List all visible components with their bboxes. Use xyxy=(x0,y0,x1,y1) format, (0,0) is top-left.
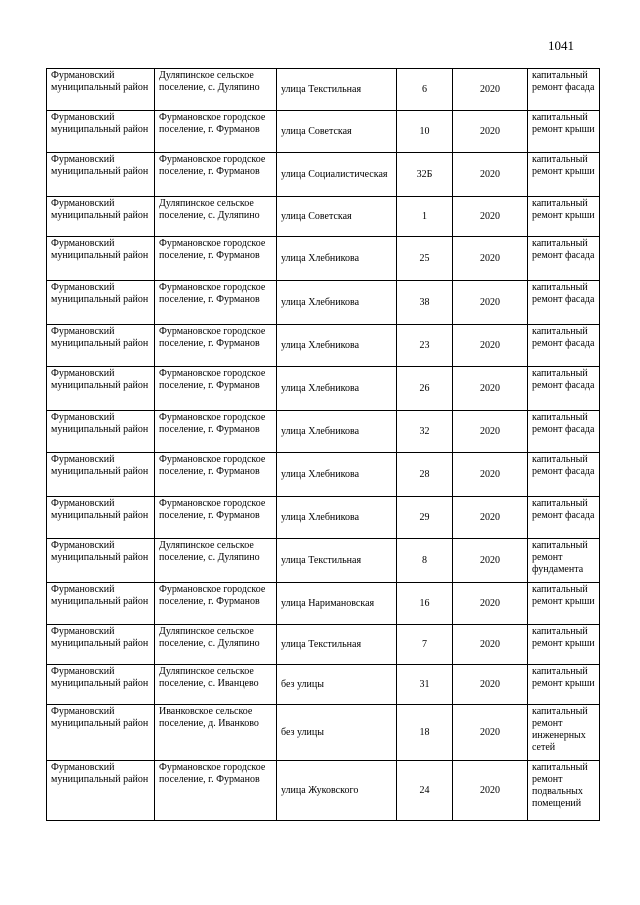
street-cell: улица Советская xyxy=(277,111,397,153)
repair-registry-table xyxy=(46,68,600,821)
settlement-cell: Дуляпинское сельское поселение, с. Дуляпино xyxy=(155,197,277,237)
year-cell: 2020 xyxy=(453,625,528,665)
street-cell: улица Хлебникова xyxy=(277,325,397,367)
house-number-cell: 23 xyxy=(397,325,453,367)
work-type-cell: капитальный ремонт крыши xyxy=(528,197,600,237)
house-number-cell: 24 xyxy=(397,761,453,821)
settlement-cell: Фурмановское городское поселение, г. Фурманов xyxy=(155,367,277,411)
house-number-cell: 7 xyxy=(397,625,453,665)
year-cell: 2020 xyxy=(453,665,528,705)
street-cell: улица Хлебникова xyxy=(277,453,397,497)
settlement-cell: Дуляпинское сельское поселение, с. Дуляпино xyxy=(155,625,277,665)
district-cell: Фурмановский муниципальный район xyxy=(47,453,155,497)
district-cell: Фурмановский муниципальный район xyxy=(47,325,155,367)
year-cell: 2020 xyxy=(453,325,528,367)
table-row xyxy=(47,111,600,153)
street-cell: улица Наримановская xyxy=(277,583,397,625)
work-type-cell: капитальный ремонт фундамента xyxy=(528,539,600,583)
district-cell: Фурмановский муниципальный район xyxy=(47,761,155,821)
street-cell: улица Текстильная xyxy=(277,625,397,665)
district-cell: Фурмановский муниципальный район xyxy=(47,153,155,197)
settlement-cell: Иванковское сельское поселение, д. Иванково xyxy=(155,705,277,761)
district-cell: Фурмановский муниципальный район xyxy=(47,539,155,583)
house-number-cell: 6 xyxy=(397,69,453,111)
work-type-cell: капитальный ремонт фасада xyxy=(528,453,600,497)
district-cell: Фурмановский муниципальный район xyxy=(47,705,155,761)
settlement-cell: Дуляпинское сельское поселение, с. Иванцево xyxy=(155,665,277,705)
street-cell: улица Хлебникова xyxy=(277,237,397,281)
work-type-cell: капитальный ремонт подвальных помещений xyxy=(528,761,600,821)
settlement-cell: Фурмановское городское поселение, г. Фурманов xyxy=(155,111,277,153)
page-number: 1041 xyxy=(548,38,574,53)
street-cell: улица Социалистическая xyxy=(277,153,397,197)
year-cell: 2020 xyxy=(453,281,528,325)
year-cell: 2020 xyxy=(453,539,528,583)
table-row xyxy=(47,411,600,453)
year-cell: 2020 xyxy=(453,705,528,761)
district-cell: Фурмановский муниципальный район xyxy=(47,69,155,111)
table-row xyxy=(47,761,600,821)
table-row xyxy=(47,705,600,761)
work-type-cell: капитальный ремонт инженерных сетей xyxy=(528,705,600,761)
work-type-cell: капитальный ремонт крыши xyxy=(528,111,600,153)
district-cell: Фурмановский муниципальный район xyxy=(47,237,155,281)
year-cell: 2020 xyxy=(453,111,528,153)
table-row xyxy=(47,367,600,411)
settlement-cell: Фурмановское городское поселение, г. Фурманов xyxy=(155,761,277,821)
street-cell: улица Текстильная xyxy=(277,69,397,111)
district-cell: Фурмановский муниципальный район xyxy=(47,625,155,665)
settlement-cell: Фурмановское городское поселение, г. Фурманов xyxy=(155,325,277,367)
year-cell: 2020 xyxy=(453,197,528,237)
table-row xyxy=(47,281,600,325)
table-row xyxy=(47,583,600,625)
work-type-cell: капитальный ремонт крыши xyxy=(528,625,600,665)
work-type-cell: капитальный ремонт крыши xyxy=(528,665,600,705)
table-row xyxy=(47,69,600,111)
table-row xyxy=(47,325,600,367)
house-number-cell: 10 xyxy=(397,111,453,153)
table-row xyxy=(47,153,600,197)
house-number-cell: 25 xyxy=(397,237,453,281)
house-number-cell: 29 xyxy=(397,497,453,539)
year-cell: 2020 xyxy=(453,453,528,497)
district-cell: Фурмановский муниципальный район xyxy=(47,111,155,153)
year-cell: 2020 xyxy=(453,367,528,411)
work-type-cell: капитальный ремонт фасада xyxy=(528,281,600,325)
house-number-cell: 1 xyxy=(397,197,453,237)
district-cell: Фурмановский муниципальный район xyxy=(47,583,155,625)
year-cell: 2020 xyxy=(453,153,528,197)
street-cell: улица Хлебникова xyxy=(277,367,397,411)
house-number-cell: 32Б xyxy=(397,153,453,197)
house-number-cell: 18 xyxy=(397,705,453,761)
street-cell: улица Хлебникова xyxy=(277,411,397,453)
district-cell: Фурмановский муниципальный район xyxy=(47,197,155,237)
work-type-cell: капитальный ремонт фасада xyxy=(528,237,600,281)
house-number-cell: 16 xyxy=(397,583,453,625)
house-number-cell: 38 xyxy=(397,281,453,325)
district-cell: Фурмановский муниципальный район xyxy=(47,665,155,705)
table-row xyxy=(47,625,600,665)
street-cell: без улицы xyxy=(277,705,397,761)
table-row xyxy=(47,453,600,497)
street-cell: без улицы xyxy=(277,665,397,705)
street-cell: улица Хлебникова xyxy=(277,497,397,539)
district-cell: Фурмановский муниципальный район xyxy=(47,411,155,453)
house-number-cell: 31 xyxy=(397,665,453,705)
house-number-cell: 28 xyxy=(397,453,453,497)
street-cell: улица Хлебникова xyxy=(277,281,397,325)
house-number-cell: 26 xyxy=(397,367,453,411)
work-type-cell: капитальный ремонт фасада xyxy=(528,497,600,539)
year-cell: 2020 xyxy=(453,411,528,453)
district-cell: Фурмановский муниципальный район xyxy=(47,497,155,539)
street-cell: улица Жуковского xyxy=(277,761,397,821)
table-row xyxy=(47,497,600,539)
street-cell: улица Советская xyxy=(277,197,397,237)
work-type-cell: капитальный ремонт фасада xyxy=(528,69,600,111)
year-cell: 2020 xyxy=(453,237,528,281)
settlement-cell: Фурмановское городское поселение, г. Фурманов xyxy=(155,237,277,281)
work-type-cell: капитальный ремонт крыши xyxy=(528,583,600,625)
work-type-cell: капитальный ремонт крыши xyxy=(528,153,600,197)
table-row xyxy=(47,539,600,583)
year-cell: 2020 xyxy=(453,69,528,111)
table-row xyxy=(47,665,600,705)
work-type-cell: капитальный ремонт фасада xyxy=(528,411,600,453)
work-type-cell: капитальный ремонт фасада xyxy=(528,367,600,411)
settlement-cell: Фурмановское городское поселение, г. Фурманов xyxy=(155,453,277,497)
settlement-cell: Фурмановское городское поселение, г. Фурманов xyxy=(155,281,277,325)
table-body xyxy=(47,69,600,821)
settlement-cell: Дуляпинское сельское поселение, с. Дуляпино xyxy=(155,539,277,583)
settlement-cell: Фурмановское городское поселение, г. Фурманов xyxy=(155,411,277,453)
work-type-cell: капитальный ремонт фасада xyxy=(528,325,600,367)
street-cell: улица Текстильная xyxy=(277,539,397,583)
settlement-cell: Фурмановское городское поселение, г. Фурманов xyxy=(155,153,277,197)
year-cell: 2020 xyxy=(453,583,528,625)
table-row xyxy=(47,237,600,281)
settlement-cell: Дуляпинское сельское поселение, с. Дуляпино xyxy=(155,69,277,111)
settlement-cell: Фурмановское городское поселение, г. Фурманов xyxy=(155,583,277,625)
house-number-cell: 8 xyxy=(397,539,453,583)
year-cell: 2020 xyxy=(453,761,528,821)
house-number-cell: 32 xyxy=(397,411,453,453)
district-cell: Фурмановский муниципальный район xyxy=(47,281,155,325)
district-cell: Фурмановский муниципальный район xyxy=(47,367,155,411)
settlement-cell: Фурмановское городское поселение, г. Фурманов xyxy=(155,497,277,539)
table-row xyxy=(47,197,600,237)
year-cell: 2020 xyxy=(453,497,528,539)
